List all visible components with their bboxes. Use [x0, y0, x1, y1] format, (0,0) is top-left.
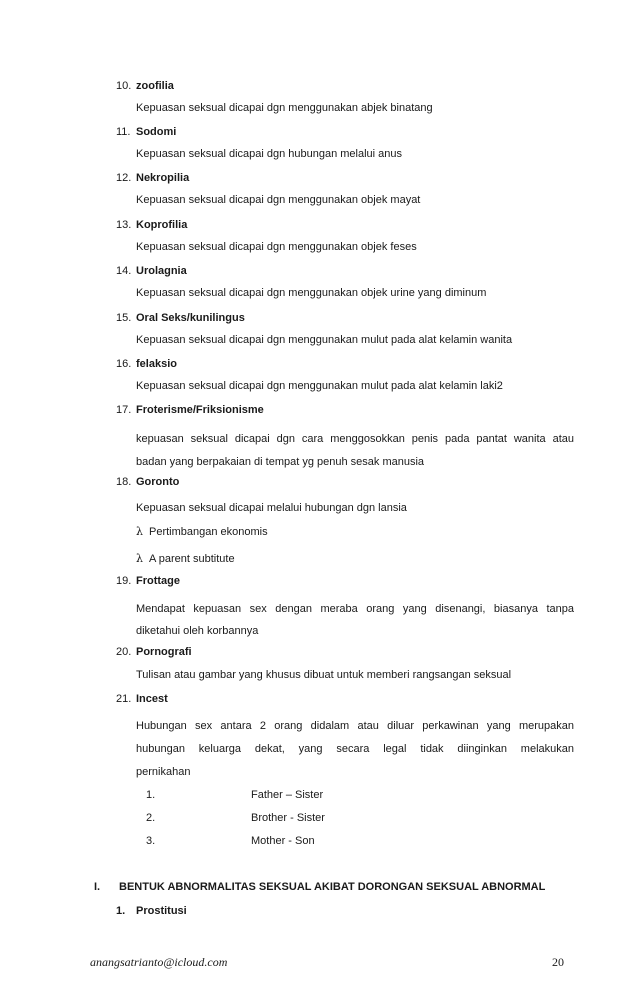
- item-description-line: badan yang berpakaian di tempat yg penuh sesak manusia: [136, 456, 425, 468]
- item-description-line: Mendapat kepuasan sex dengan meraba orang yang disenangi, biasanya tanpa: [136, 603, 574, 615]
- item-description: Kepuasan seksual dicapai dgn menggunakan objek mayat: [136, 194, 421, 206]
- item-number: 20.: [116, 646, 132, 658]
- page-number: 20: [552, 955, 564, 969]
- section-number: I.: [94, 881, 101, 893]
- pair-text: Father – Sister: [251, 789, 324, 801]
- item-description: Kepuasan seksual dicapai dgn menggunakan mulut pada alat kelamin wanita: [136, 334, 513, 346]
- pair-text: Brother - Sister: [251, 812, 325, 824]
- pair-text: Mother - Son: [251, 835, 315, 847]
- item-number: 15.: [116, 312, 132, 324]
- item-term: zoofilia: [136, 80, 174, 92]
- item-description-line: Hubungan sex antara 2 orang didalam atau diluar perkawinan yang merupakan: [136, 720, 574, 732]
- section-title: BENTUK ABNORMALITAS SEKSUAL AKIBAT DORONGAN SEKSUAL ABNORMAL: [119, 881, 546, 893]
- item-term: Frottage: [136, 575, 180, 587]
- bullet-item: λ Pertimbangan ekonomis: [136, 525, 268, 538]
- item-term: Pornografi: [136, 646, 192, 658]
- subsection-number: 1.: [116, 905, 126, 917]
- item-description: Kepuasan seksual dicapai dgn menggunakan objek feses: [136, 241, 417, 253]
- item-description: Kepuasan seksual dicapai dgn hubungan melalui anus: [136, 148, 403, 160]
- pair-number: 1.: [146, 789, 156, 801]
- item-description-line: hubungan keluarga dekat, yang secara legal tidak diinginkan melakukan: [136, 743, 574, 755]
- item-number: 19.: [116, 575, 132, 587]
- item-term: Koprofilia: [136, 219, 188, 231]
- item-description: Kepuasan seksual dicapai dgn menggunakan mulut pada alat kelamin laki2: [136, 380, 503, 392]
- item-term: Nekropilia: [136, 172, 190, 184]
- item-description-line: diketahui oleh korbannya: [136, 625, 259, 637]
- item-term: Oral Seks/kunilingus: [136, 312, 245, 324]
- pair-number: 3.: [146, 835, 156, 847]
- subsection-title: Prostitusi: [136, 905, 187, 917]
- item-number: 16.: [116, 358, 132, 370]
- pair-number: 2.: [146, 812, 156, 824]
- item-number: 17.: [116, 404, 132, 416]
- item-number: 11.: [116, 126, 131, 138]
- item-description: Kepuasan seksual dicapai dgn menggunakan objek urine yang diminum: [136, 287, 487, 299]
- item-number: 12.: [116, 172, 132, 184]
- lambda-bullet-icon: λ: [136, 525, 143, 538]
- item-description-line: pernikahan: [136, 766, 191, 778]
- item-description: Tulisan atau gambar yang khusus dibuat untuk memberi rangsangan seksual: [136, 669, 512, 681]
- bullet-item: λ A parent subtitute: [136, 552, 235, 565]
- item-description: Kepuasan seksual dicapai dgn menggunakan abjek binatang: [136, 102, 433, 114]
- footer-email: anangsatrianto@icloud.com: [90, 955, 228, 969]
- item-number: 13.: [116, 219, 132, 231]
- lambda-bullet-icon: λ: [136, 552, 143, 565]
- item-number: 18.: [116, 476, 132, 488]
- item-term: Goronto: [136, 476, 180, 488]
- item-term: Urolagnia: [136, 265, 187, 277]
- item-term: felaksio: [136, 358, 177, 370]
- item-term: Incest: [136, 693, 168, 705]
- item-term: Sodomi: [136, 126, 177, 138]
- item-number: 14.: [116, 265, 132, 277]
- item-number: 10.: [116, 80, 132, 92]
- item-description-line: kepuasan seksual dicapai dgn cara menggosokkan penis pada pantat wanita atau: [136, 433, 574, 445]
- item-description: Kepuasan seksual dicapai melalui hubungan dgn lansia: [136, 502, 407, 514]
- item-term: Froterisme/Friksionisme: [136, 404, 264, 416]
- item-number: 21.: [116, 693, 132, 705]
